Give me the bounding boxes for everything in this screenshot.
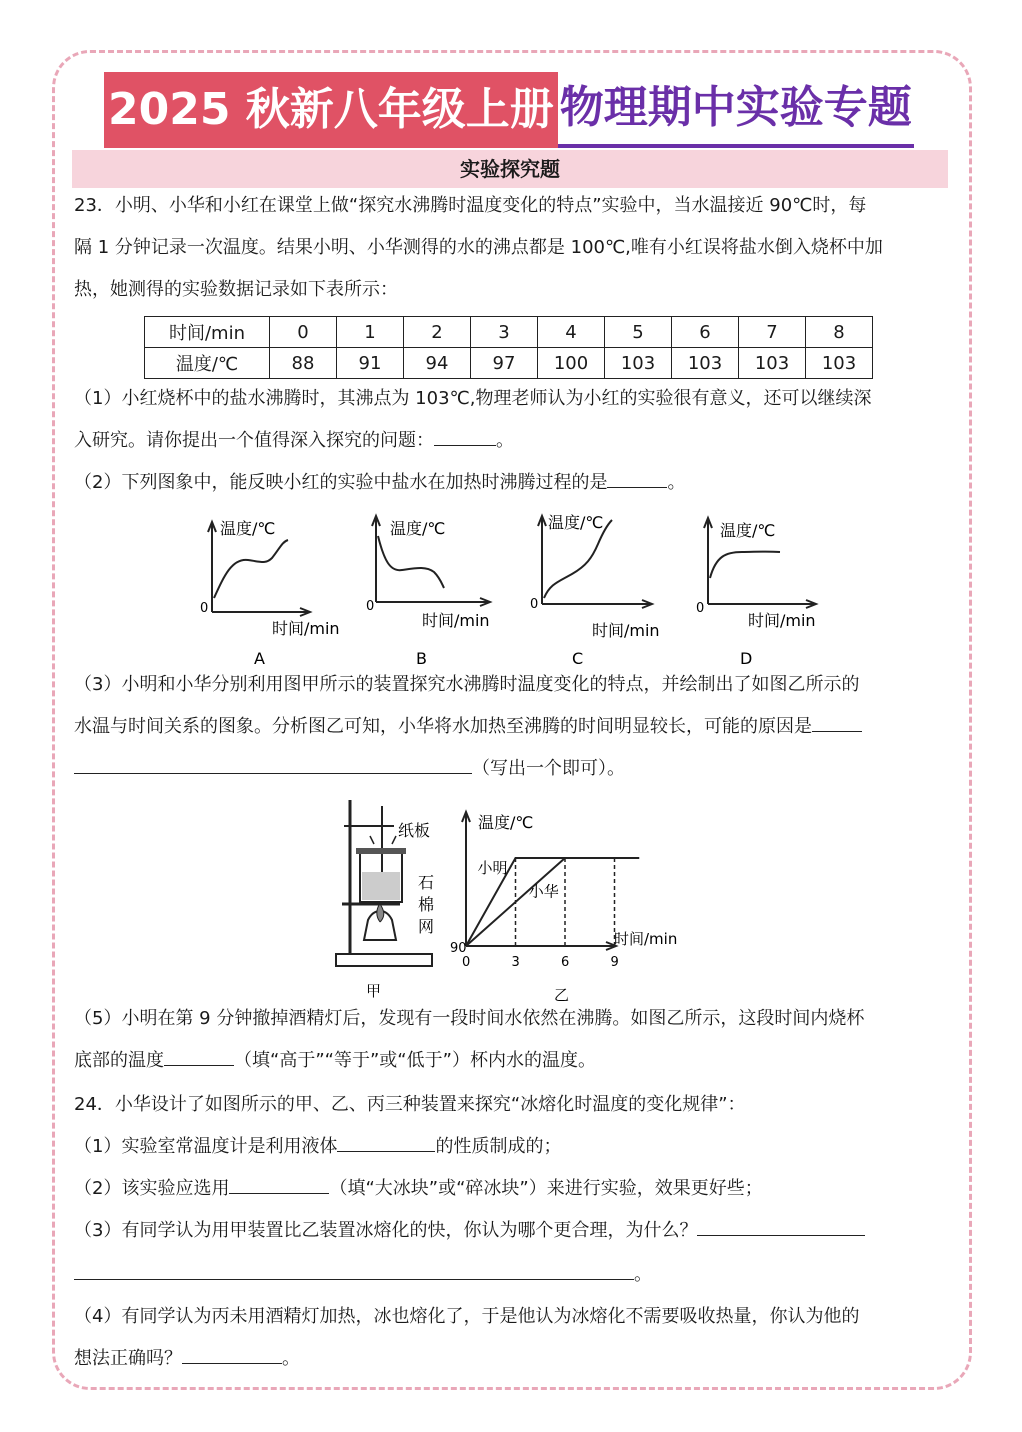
table-cell: 103 xyxy=(672,348,739,379)
q24-p1-text-b: 的性质制成的； xyxy=(435,1136,562,1157)
q23-p5-line1: （5）小明在第 9 分钟撤掉酒精灯后，发现有一段时间水依然在沸腾。如图乙所示，这段时间内烧杯 xyxy=(74,1008,865,1029)
q23-p3-line2 xyxy=(74,706,948,748)
graph-a xyxy=(196,514,356,664)
table-cell: 4 xyxy=(538,317,605,348)
answer-blank[interactable] xyxy=(812,713,862,732)
q24-p2-text-b: （填“大冰块”或“碎冰块”）来进行实验，效果更好些； xyxy=(329,1178,763,1199)
graph-option-b: B xyxy=(416,649,427,664)
q24-p3-text: （3）有同学认为用甲装置比乙装置冰熔化的快，你认为哪个更合理，为什么？ xyxy=(74,1220,698,1241)
answer-blank[interactable] xyxy=(74,755,472,774)
answer-blank[interactable] xyxy=(182,1345,282,1364)
q24-p2-line xyxy=(74,1168,948,1210)
table-cell: 103 xyxy=(739,348,806,379)
table-header-temp: 温度/℃ xyxy=(145,348,270,379)
graph-ylabel: 温度/℃ xyxy=(720,521,776,540)
q23-p5-text-b: （填“高于”“等于”或“低于”）杯内水的温度。 xyxy=(234,1050,596,1071)
q23-p5-text-a: 底部的温度 xyxy=(74,1050,164,1071)
table-cell: 5 xyxy=(605,317,672,348)
graph-xlabel: 时间/min xyxy=(272,619,340,638)
table-cell: 1 xyxy=(337,317,404,348)
chart-x-axis xyxy=(466,942,616,950)
table-header-time: 时间/min xyxy=(145,317,270,348)
table-cell: 88 xyxy=(270,348,337,379)
q23-p3-end: （写出一个即可）。 xyxy=(472,758,625,779)
chart-ylabel: 温度/℃ xyxy=(478,813,534,832)
graph-option-c: C xyxy=(572,649,584,664)
table-cell: 103 xyxy=(605,348,672,379)
q23-p2-line xyxy=(74,462,948,504)
q24-p3-line2 xyxy=(74,1254,948,1296)
answer-blank[interactable] xyxy=(74,1261,634,1280)
apparatus-figure xyxy=(330,792,442,1004)
q23-p1-end: 。 xyxy=(496,430,514,451)
graph-origin: 0 xyxy=(366,599,375,614)
chart-series-label: 小明 xyxy=(477,858,508,877)
q24-p1-line xyxy=(74,1126,948,1168)
q24-p4-line1: （4）有同学认为丙未用酒精灯加热，冰也熔化了，于是他认为冰熔化不需要吸收热量，你认为他的 xyxy=(74,1306,860,1327)
answer-blank[interactable] xyxy=(337,1133,435,1152)
graph-xlabel: 时间/min xyxy=(422,611,490,630)
q24-p3-line1 xyxy=(74,1210,948,1252)
graph-ylabel: 温度/℃ xyxy=(548,513,604,532)
chart-ytick-90: 90 xyxy=(450,941,467,956)
table-cell: 2 xyxy=(404,317,471,348)
answer-blank[interactable] xyxy=(607,469,667,488)
q23-intro-line1: 23．小明、小华和小红在课堂上做“探究水沸腾时温度变化的特点”实验中，当水温接近 90℃时，每 xyxy=(74,195,867,216)
q23-p1-line2 xyxy=(74,420,948,462)
chart-xtick-label: 0 xyxy=(462,955,471,970)
answer-blank[interactable] xyxy=(697,1217,865,1236)
q23-p3-line1: （3）小明和小华分别利用图甲所示的装置探究水沸腾时温度变化的特点，并绘制出了如图乙所示的 xyxy=(74,674,860,695)
q24-p4-end: 。 xyxy=(282,1348,300,1369)
table-cell: 3 xyxy=(471,317,538,348)
q24-p3-end: 。 xyxy=(634,1264,652,1285)
graph-option-a: A xyxy=(254,649,265,664)
answer-blank[interactable] xyxy=(164,1047,234,1066)
chart-xtick-label: 9 xyxy=(610,955,619,970)
graph-xlabel: 时间/min xyxy=(592,621,660,640)
q23-p1-text: 入研究。请你提出一个值得深入探究的问题： xyxy=(74,430,434,451)
graph-d xyxy=(694,512,854,664)
graph-origin: 0 xyxy=(696,601,705,616)
q23-p5-line2 xyxy=(74,1040,948,1082)
q23-p1-line1: （1）小红烧杯中的盐水沸腾时，其沸点为 103℃,物理老师认为小红的实验很有意义，还可以继续深 xyxy=(74,388,872,409)
table-cell: 97 xyxy=(471,348,538,379)
q23-p2-end: 。 xyxy=(667,472,686,493)
section-heading: 实验探究题 xyxy=(72,150,948,188)
table-cell: 91 xyxy=(337,348,404,379)
temperature-chart xyxy=(444,806,688,1002)
table-cell: 0 xyxy=(270,317,337,348)
label-net-3: 网 xyxy=(418,917,435,936)
chart-xtick-label: 3 xyxy=(511,955,520,970)
title-right: 物理期中实验专题 xyxy=(558,72,914,148)
q23-p3-line3 xyxy=(74,748,948,790)
chart-series-label: 小华 xyxy=(528,882,559,901)
table-cell: 94 xyxy=(404,348,471,379)
title-left: 2025 秋新八年级上册 xyxy=(104,72,558,148)
table-cell: 100 xyxy=(538,348,605,379)
answer-blank[interactable] xyxy=(434,427,496,446)
answer-blank[interactable] xyxy=(229,1175,329,1194)
graph-ylabel: 温度/℃ xyxy=(390,519,446,538)
data-table xyxy=(144,316,873,379)
chart-xlabel: 时间/min xyxy=(614,930,678,948)
graph-origin: 0 xyxy=(530,597,539,612)
q24-p4-line2 xyxy=(74,1338,948,1380)
table-cell: 8 xyxy=(806,317,873,348)
table-row xyxy=(145,317,873,348)
graph-c xyxy=(530,508,690,664)
q23-intro-line2: 隔 1 分钟记录一次温度。结果小明、小华测得的水的沸点都是 100℃,唯有小红误将盐水倒入烧杯中加 xyxy=(74,237,883,258)
label-paper: 纸板 xyxy=(398,821,431,840)
table-row xyxy=(145,348,873,379)
q24-intro: 24．小华设计了如图所示的甲、乙、丙三种装置来探究“冰熔化时温度的变化规律”： xyxy=(74,1094,746,1115)
q23-p2-text: （2）下列图象中，能反映小红的实验中盐水在加热时沸腾过程的是 xyxy=(74,472,608,493)
table-cell: 103 xyxy=(806,348,873,379)
q24-p1-text-a: （1）实验室常温度计是利用液体 xyxy=(74,1136,338,1157)
graph-origin: 0 xyxy=(200,601,209,616)
figure-caption-yi: 乙 xyxy=(554,986,570,1002)
chart-xtick-label: 6 xyxy=(561,955,570,970)
page-title xyxy=(104,72,914,148)
chart-y-axis xyxy=(462,812,470,946)
graph-ylabel: 温度/℃ xyxy=(220,519,276,538)
q23-p3-text: 水温与时间关系的图象。分析图乙可知，小华将水加热至沸腾的时间明显较长，可能的原因是 xyxy=(74,716,812,737)
graph-option-d: D xyxy=(740,649,753,664)
q23-intro-line3: 热，她测得的实验数据记录如下表所示： xyxy=(74,279,398,300)
q24-p2-text-a: （2）该实验应选用 xyxy=(74,1178,230,1199)
q24-p4-text: 想法正确吗？ xyxy=(74,1348,182,1369)
table-cell: 6 xyxy=(672,317,739,348)
table-cell: 7 xyxy=(739,317,806,348)
label-net-2: 棉 xyxy=(418,895,435,914)
graph-xlabel: 时间/min xyxy=(748,611,816,630)
label-net-1: 石 xyxy=(418,873,435,892)
figure-caption-jia: 甲 xyxy=(366,982,382,1000)
graph-b xyxy=(362,510,522,664)
